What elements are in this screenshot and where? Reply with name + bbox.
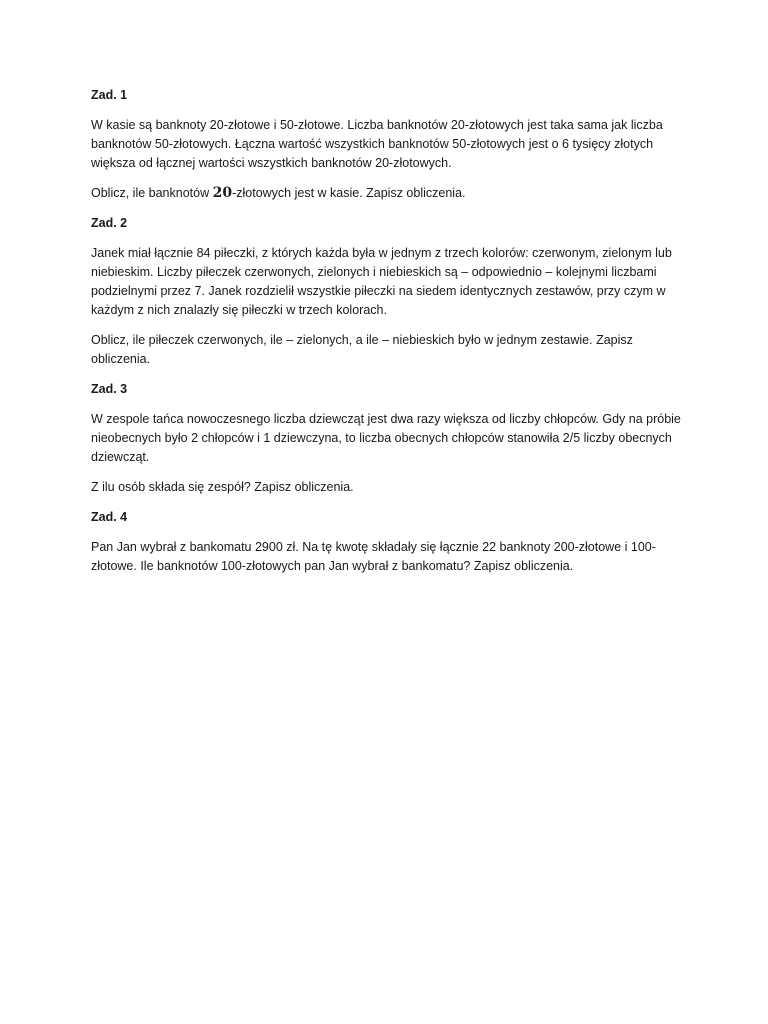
document-page xyxy=(91,86,681,587)
task-2 xyxy=(91,214,681,369)
task-1-question-start: Oblicz, ile banknotów xyxy=(91,186,213,200)
task-4-statement: Pan Jan wybrał z bankomatu 2900 zł. Na tę kwotę składały się łącznie 22 banknoty 200-złotowe i 100-złotowe. Ile banknotów 100-złotowych pan Jan wybrał z bankomatu? Zapisz obliczenia. xyxy=(91,540,656,573)
task-2-question: Oblicz, ile piłeczek czerwonych, ile – zielonych, a ile – niebieskich było w jednym zestawie. Zapisz obliczenia. xyxy=(91,333,633,366)
task-1-question-math: 20 xyxy=(212,185,233,201)
task-2-statement: Janek miał łącznie 84 piłeczki, z których każda była w jednym z trzech kolorów: czerwonym, zielonym lub niebieskim. Liczby piłeczek czerwonych, zielonych i niebieskich są – odpowiednio – kolejnymi liczbami podzielnymi przez 7. Janek rozdzielił wszystkie piłeczki na siedem identycznych zestawów, przy czym w każdym z nich znalazły się piłeczki w trzech kolorach. xyxy=(91,246,672,317)
task-1-heading: Zad. 1 xyxy=(91,88,128,102)
task-1-question-end: -złotowych jest w kasie. Zapisz obliczenia. xyxy=(232,186,466,200)
task-1-question xyxy=(91,184,681,203)
task-4 xyxy=(91,508,681,576)
task-3-statement: W zespole tańca nowoczesnego liczba dziewcząt jest dwa razy większa od liczby chłopców. Gdy na próbie nieobecnych było 2 chłopców i 1 dziewczyna, to liczba obecnych chłopców stanowiła 2/5 liczby obecnych dziewcząt. xyxy=(91,412,681,464)
task-3-question: Z ilu osób składa się zespół? Zapisz obliczenia. xyxy=(91,480,354,494)
task-1-statement: W kasie są banknoty 20-złotowe i 50-złotowe. Liczba banknotów 20-złotowych jest taka sama jak liczba banknotów 50-złotowych. Łączna wartość wszystkich banknotów 50-złotowych jest o 6 tysięcy złotych większa od łącznej wartości wszystkich banknotów 20-złotowych. xyxy=(91,118,663,170)
task-1 xyxy=(91,86,681,203)
task-3 xyxy=(91,380,681,497)
task-4-heading: Zad. 4 xyxy=(91,510,128,524)
task-3-heading: Zad. 3 xyxy=(91,382,128,396)
task-2-heading: Zad. 2 xyxy=(91,216,128,230)
